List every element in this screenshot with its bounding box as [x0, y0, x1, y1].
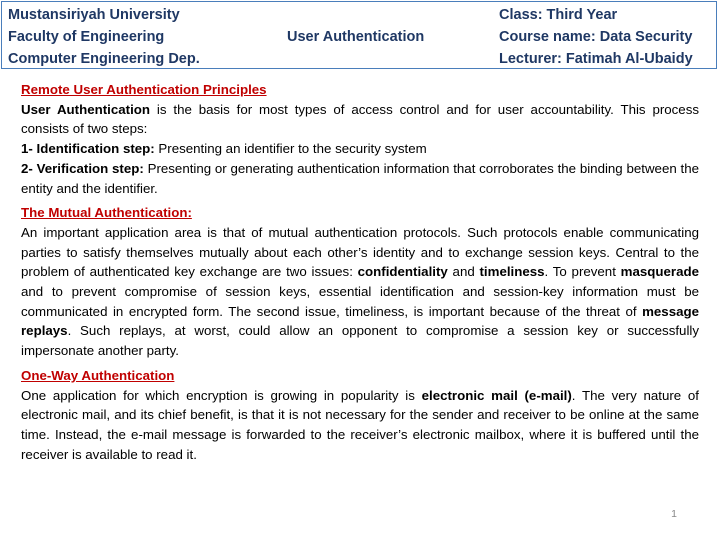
- confidentiality-term: confidentiality: [357, 264, 448, 280]
- remote-auth-intro: [21, 100, 699, 139]
- lecture-topic: User Authentication: [287, 29, 425, 45]
- identification-step-text: Presenting an identifier to the security system: [154, 141, 427, 157]
- mutual-auth-paragraph: [21, 223, 699, 361]
- university-name: Mustansiriyah University: [8, 7, 180, 23]
- verification-step-term: 2- Verification step:: [21, 160, 144, 176]
- faculty-name: Faculty of Engineering: [8, 29, 165, 45]
- verification-step-text: Presenting or generating authentication information that corroborates the binding between the entity and the identifier.: [21, 160, 699, 196]
- timeliness-term: timeliness: [479, 264, 545, 280]
- class-label: Class: Third Year: [499, 7, 618, 23]
- page-number: 1: [671, 508, 677, 520]
- oneway-text-1: One application for which encryption is growing in popularity is: [21, 387, 422, 403]
- mutual-text-2: and: [447, 264, 480, 280]
- mutual-text-1: An important application area is that of mutual authentication protocols. Such protocols enable communicating parties to satisfy themselves mutually about each other’s identity and to exchange session keys. Central to the problem of authenticated key exchange are two issues:: [21, 224, 699, 280]
- header-box: [1, 1, 717, 69]
- mutual-auth-heading: The Mutual Authentication:: [21, 205, 192, 221]
- department-name: Computer Engineering Dep.: [8, 51, 200, 67]
- mutual-text-4: and to prevent compromise of session keys, essential identification and session-key information must be communicated in encrypted form. The second issue, timeliness, is important because of the threat of: [21, 284, 699, 319]
- identification-step-term: 1- Identification step:: [21, 141, 155, 157]
- remote-auth-heading: Remote User Authentication Principles: [21, 82, 267, 97]
- user-authentication-term: User Authentication: [21, 101, 151, 117]
- mutual-text-3: . To prevent: [544, 264, 621, 280]
- oneway-auth-paragraph: [21, 386, 699, 465]
- mutual-text-5: . Such replays, at worst, could allow an opponent to compromise a session key or successfully impersonate another party.: [21, 323, 699, 359]
- masquerade-term: masquerade: [620, 264, 699, 280]
- lecturer-label: Lecturer: Fatimah Al-Ubaidy: [499, 51, 693, 67]
- course-label: Course name: Data Security: [499, 29, 693, 45]
- message-replays-term: message replays: [21, 303, 699, 339]
- identification-step: [21, 139, 699, 159]
- oneway-text-2: . The very nature of electronic mail, and its chief benefit, is that it is not necessary for the sender and receiver to be online at the same time. Instead, the e-mail message is forwarded to the receiver’s electronic mailbox, where it is buffered until the receiver is available to read it.: [21, 387, 699, 462]
- remote-auth-intro-text: is the basis for most types of access control and for user accountability. This process consists of two steps:: [21, 101, 700, 137]
- email-term: electronic mail (e-mail): [421, 387, 572, 403]
- verification-step: [21, 159, 699, 198]
- document-body: [21, 80, 699, 464]
- oneway-auth-heading: One-Way Authentication: [21, 367, 175, 383]
